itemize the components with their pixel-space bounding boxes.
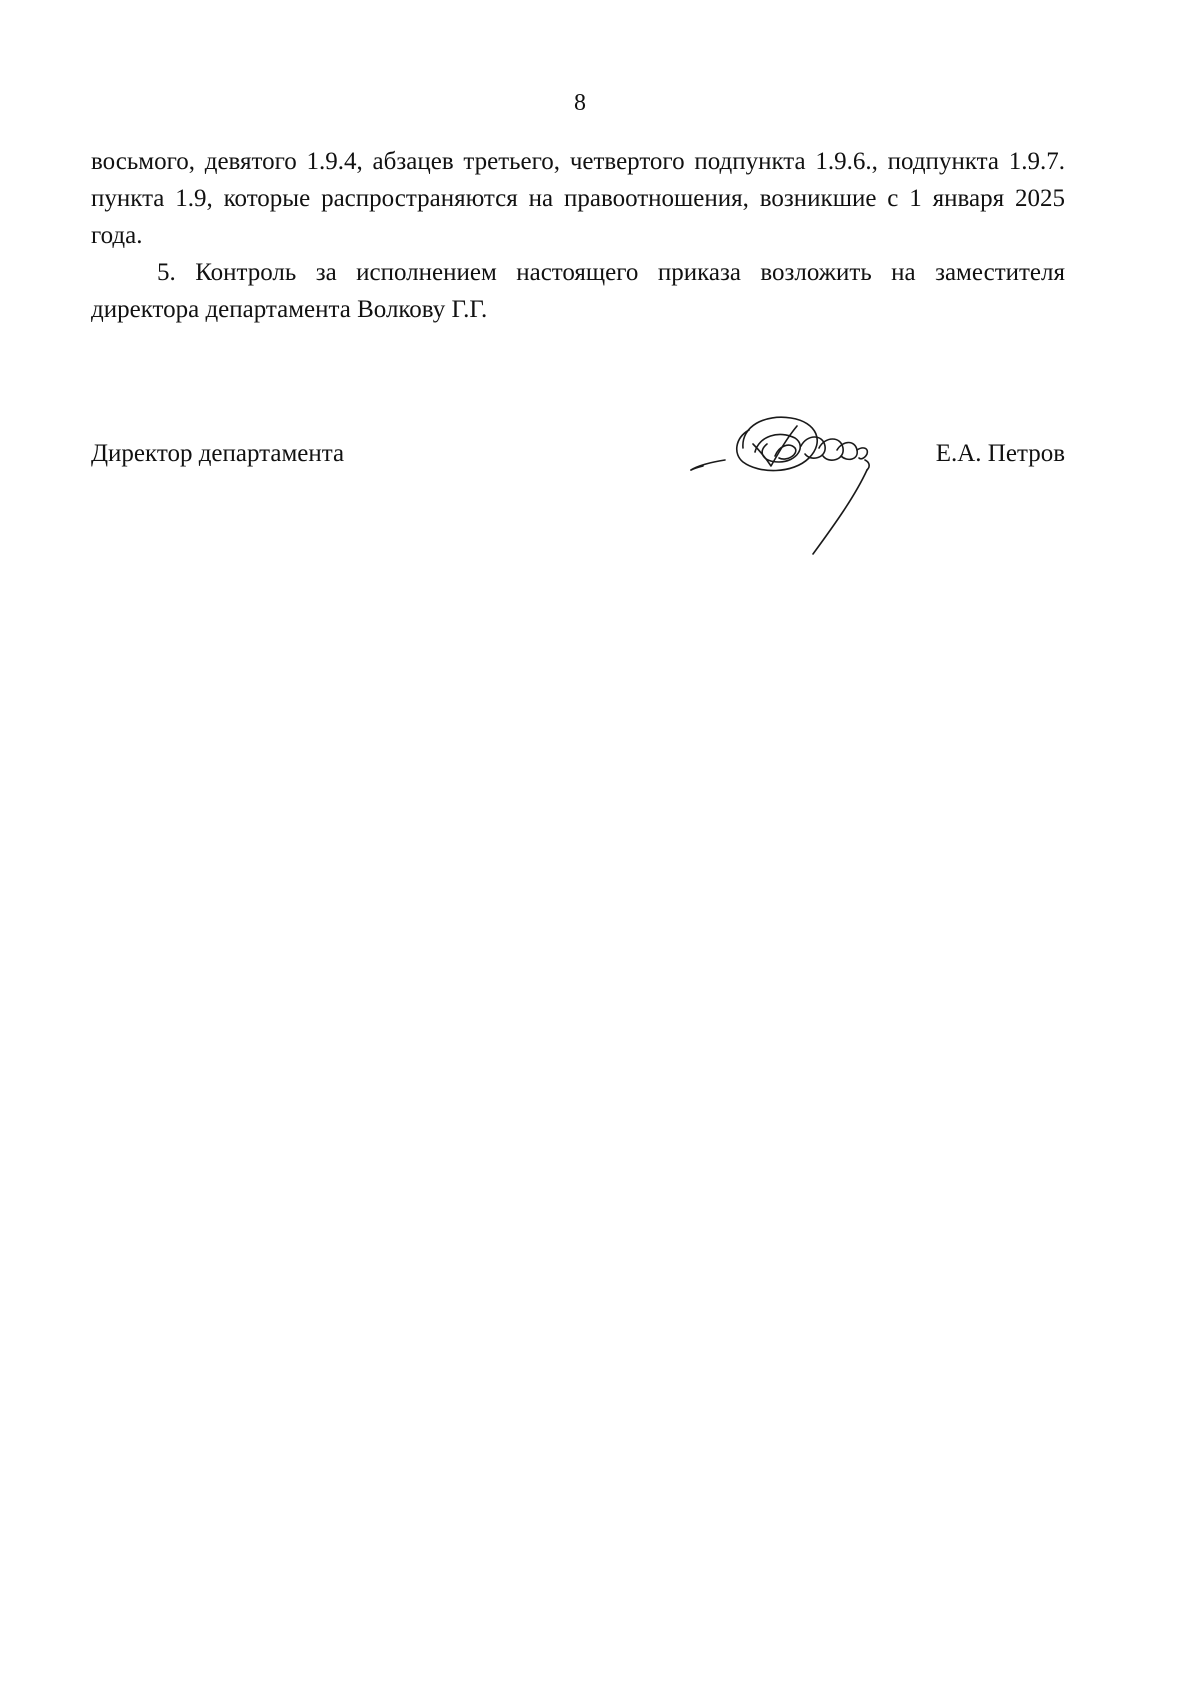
paragraph-continuation: восьмого, девятого 1.9.4, абзацев третьего, четвертого подпункта 1.9.6., подпункта 1.9.7. пункта 1.9, которые распространяются на правоотношения, возникшие с 1 января 2025 года.	[91, 148, 1065, 249]
signatory-name: Е.А. Петров	[935, 440, 1065, 467]
signatory-position: Директор департамента	[91, 440, 345, 467]
paragraph-item-5: 5. Контроль за исполнением настоящего приказа возложить на заместителя директора департамента Волкову Г.Г.	[91, 259, 1065, 323]
page-number: 8	[574, 90, 586, 116]
handwritten-signature	[683, 408, 983, 568]
signature-block	[91, 420, 1065, 560]
document-body	[91, 143, 1065, 328]
